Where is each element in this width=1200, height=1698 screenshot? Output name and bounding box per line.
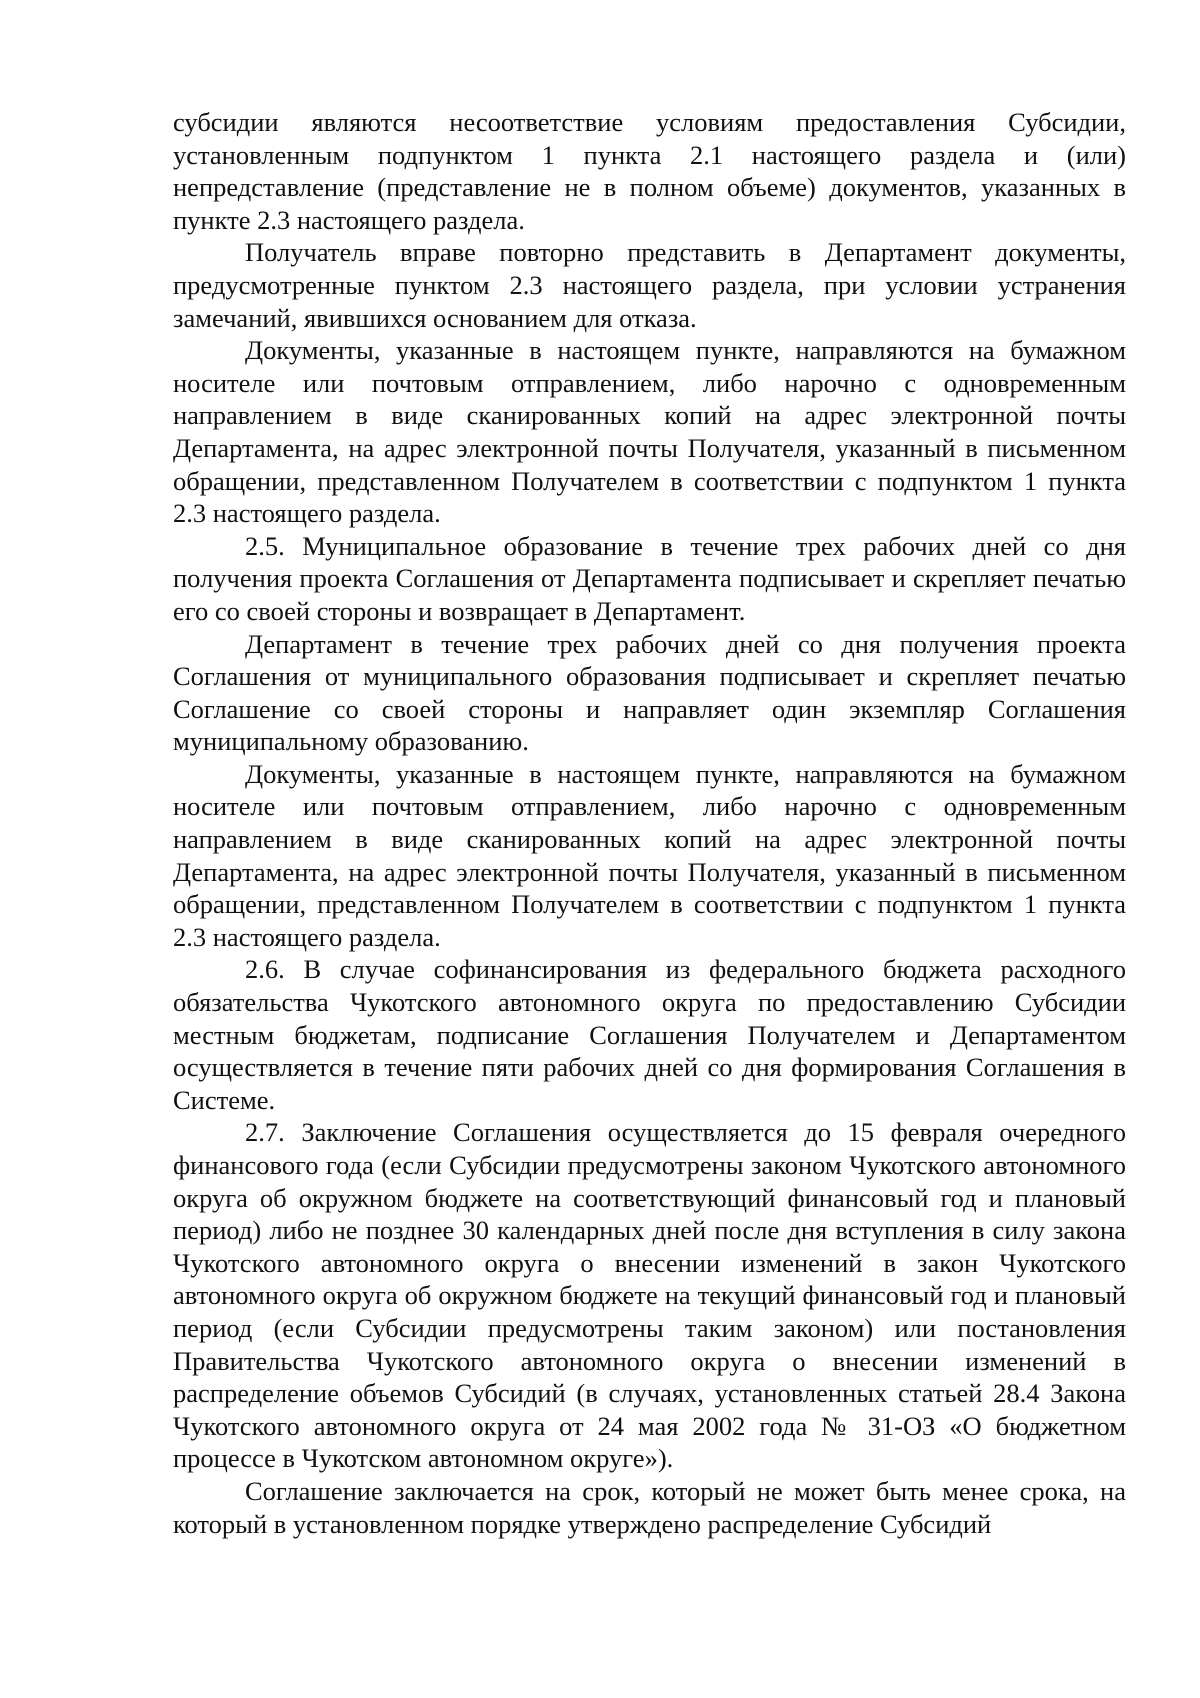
paragraph-6: Документы, указанные в настоящем пункте, направляются на бумажном носителе или почтовым отправлением, либо нарочно с одновременным направлением в виде сканированных копий на адрес электронной почты Департамента, на адрес электронной почты Получателя, указанный в письменном обращении, представленном Получателем в соответствии с подпунктом 1 пункта 2.3 настоящего раздела. <box>173 758 1126 952</box>
document-page <box>173 106 1126 1540</box>
paragraph-9: Соглашение заключается на срок, который не может быть менее срока, на который в установленном порядке утверждено распределение Субсидий <box>173 1475 1126 1539</box>
paragraph-2: Получатель вправе повторно представить в Департамент документы, предусмотренные пунктом 2.3 настоящего раздела, при условии устранения замечаний, явившихся основанием для отказа. <box>173 237 1126 333</box>
paragraph-3: Документы, указанные в настоящем пункте, направляются на бумажном носителе или почтовым отправлением, либо нарочно с одновременным направлением в виде сканированных копий на адрес электронной почты Департамента, на адрес электронной почты Получателя, указанный в письменном обращении, представленном Получателем в соответствии с подпунктом 1 пункта 2.3 настоящего раздела. <box>173 335 1126 529</box>
paragraph-5: Департамент в течение трех рабочих дней со дня получения проекта Соглашения от муниципального образования подписывает и скрепляет печатью Соглашение со своей стороны и направляет один экземпляр Соглашения муниципальному образованию. <box>173 628 1126 757</box>
paragraph-8: 2.7. Заключение Соглашения осуществляется до 15 февраля очередного финансового года (если Субсидии предусмотрены законом Чукотского автономного округа об окружном бюджете на соответствующий финансовый год и плановый период) либо не позднее 30 календарных дней после дня вступления в силу закона Чукотского автономного округа о внесении изменений в закон Чукотского автономного округа об окружном бюджете на текущий финансовый год и плановый период (если Субсидии предусмотрены таким законом) или постановления Правительства Чукотского автономного округа о внесении изменений в распределение объемов Субсидий (в случаях, установленных статьей 28.4 Закона Чукотского автономного округа от 24 мая 2002 года № 31-ОЗ «О бюджетном процессе в Чукотском автономном округе»). <box>173 1117 1126 1474</box>
paragraph-4: 2.5. Муниципальное образование в течение трех рабочих дней со дня получения проекта Соглашения от Департамента подписывает и скрепляет печатью его со своей стороны и возвращает в Департамент. <box>173 530 1126 626</box>
paragraph-7: 2.6. В случае софинансирования из федерального бюджета расходного обязательства Чукотского автономного округа по предоставлению Субсидии местным бюджетам, подписание Соглашения Получателем и Департаментом осуществляется в течение пяти рабочих дней со дня формирования Соглашения в Системе. <box>173 954 1126 1115</box>
paragraph-1: субсидии являются несоответствие условиям предоставления Субсидии, установленным подпунктом 1 пункта 2.1 настоящего раздела и (или) непредставление (представление не в полном объеме) документов, указанных в пункте 2.3 настоящего раздела. <box>173 107 1126 235</box>
